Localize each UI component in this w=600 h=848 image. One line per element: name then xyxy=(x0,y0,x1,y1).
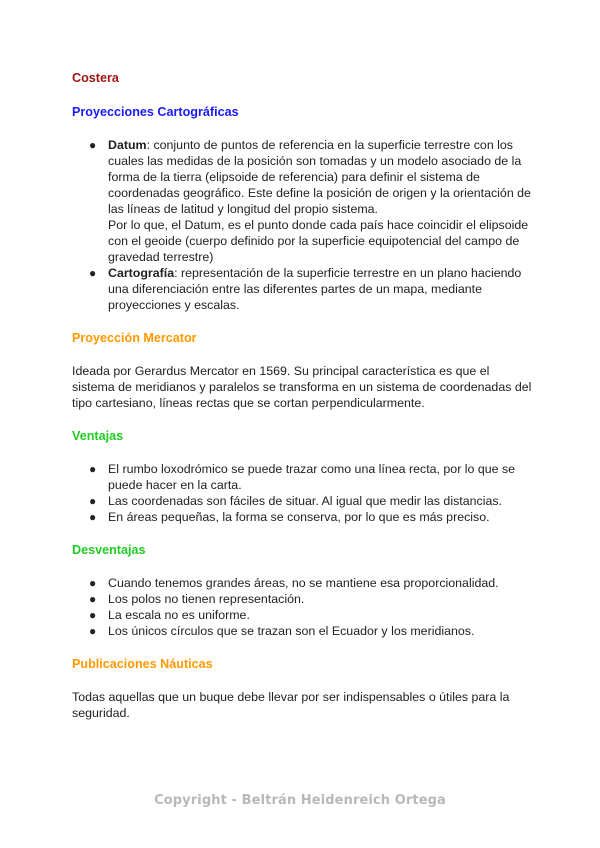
heading-ventajas: Ventajas xyxy=(72,429,124,443)
list-item xyxy=(72,493,532,509)
list-item-text: La escala no es uniforme. xyxy=(108,608,250,622)
bullet-icon: ● xyxy=(89,462,97,476)
copyright-footer: Copyright - Beltrán Heidenreich Ortega xyxy=(154,793,446,808)
list-item xyxy=(72,607,532,623)
desventajas-list xyxy=(72,575,532,639)
bullet-icon: ● xyxy=(89,510,97,524)
list-item-text: Cuando tenemos grandes áreas, no se mantiene esa proporcionalidad. xyxy=(108,576,499,590)
heading-publicaciones: Publicaciones Náuticas xyxy=(72,657,213,671)
ventajas-list xyxy=(72,461,532,525)
bullet-icon: ● xyxy=(89,576,97,590)
term-datum: Datum xyxy=(108,138,147,152)
list-item-text: Las coordenadas son fáciles de situar. Al igual que medir las distancias. xyxy=(108,494,502,508)
list-item-cartografia xyxy=(72,265,532,313)
list-item xyxy=(72,509,532,525)
bullet-icon: ● xyxy=(89,138,97,152)
heading-proyecciones: Proyecciones Cartográficas xyxy=(72,105,239,119)
list-item xyxy=(72,623,532,639)
bullet-icon: ● xyxy=(89,494,97,508)
definition-datum: : conjunto de puntos de referencia en la superficie terrestre con los cuales las medidas de la posición son tomadas y un modelo asociado de la forma de la tierra (elipsoide de referencia) para definir el sistema de coordenadas geográfico. Este define la posición de origen y la orientación de las líneas de latitud y longitud del propio sistema. xyxy=(108,138,531,216)
mercator-paragraph: Ideada por Gerardus Mercator en 1569. Su principal característica es que el sistema de meridianos y paralelos se transforma en un sistema de coordenadas del tipo cartesiano, líneas rectas que se cortan perpendicularmente. xyxy=(72,364,532,410)
publicaciones-paragraph: Todas aquellas que un buque debe llevar por ser indispensables o útiles para la seguridad. xyxy=(72,690,510,720)
list-item xyxy=(72,575,532,591)
bullet-icon: ● xyxy=(89,608,97,622)
term-cartografia: Cartografía xyxy=(108,266,175,280)
heading-costera: Costera xyxy=(72,71,119,85)
heading-desventajas: Desventajas xyxy=(72,543,146,557)
heading-mercator: Proyección Mercator xyxy=(72,331,197,345)
list-item-text: En áreas pequeñas, la forma se conserva, por lo que es más preciso. xyxy=(108,510,490,524)
document-content xyxy=(72,70,532,721)
proyecciones-list xyxy=(72,137,532,313)
list-item-datum xyxy=(72,137,532,265)
datum-extra: Por lo que, el Datum, es el punto donde cada país hace coincidir el elipsoide con el geoide (cuerpo definido por la superficie equipotencial del campo de gravedad terrestre) xyxy=(108,218,529,264)
bullet-icon: ● xyxy=(89,592,97,606)
list-item xyxy=(72,591,532,607)
list-item xyxy=(72,461,532,493)
list-item-text: Los polos no tienen representación. xyxy=(108,592,305,606)
bullet-icon: ● xyxy=(89,266,97,280)
list-item-text: Los únicos círculos que se trazan son el Ecuador y los meridianos. xyxy=(108,624,475,638)
list-item-text: El rumbo loxodrómico se puede trazar como una línea recta, por lo que se puede hacer en la carta. xyxy=(108,462,516,492)
bullet-icon: ● xyxy=(89,624,97,638)
definition-cartografia: : representación de la superficie terrestre en un plano haciendo una diferenciación entre las diferentes partes de un mapa, mediante proyecciones y escalas. xyxy=(108,266,522,312)
